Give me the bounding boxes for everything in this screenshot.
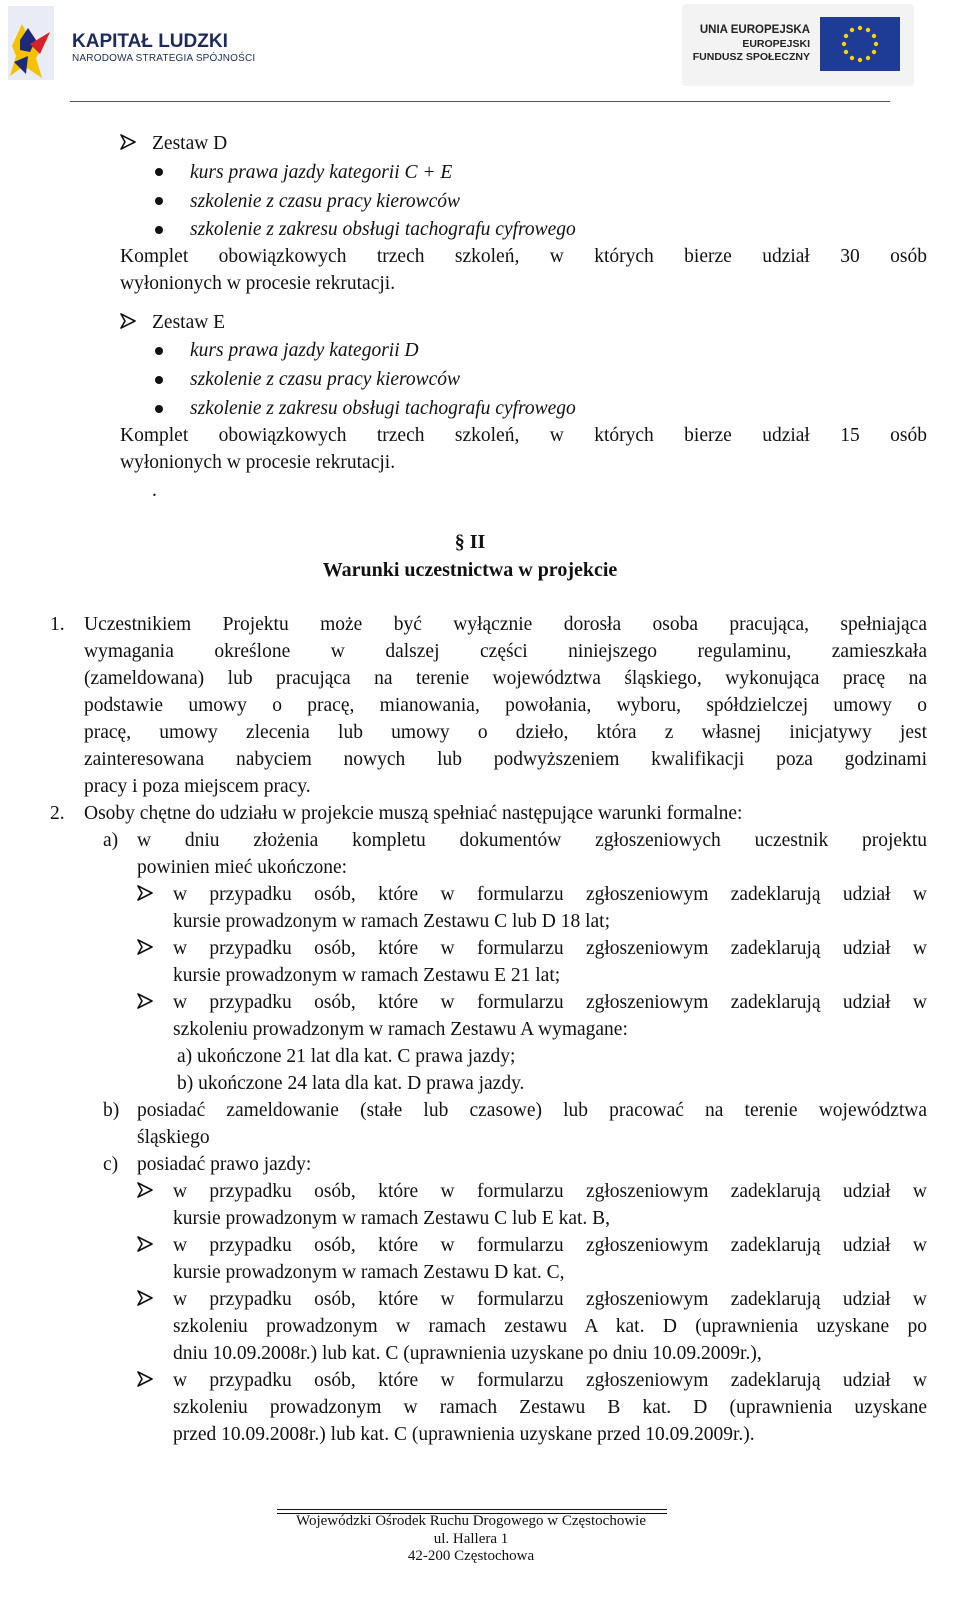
c-bullet-line: dniu 10.09.2008r.) lub kat. C (uprawnienia uzyskane po dniu 10.09.2009r.), [173,1343,762,1364]
c-bullet-line: w przypadku osób, które w formularzu zgłoszeniowym zadeklarują udział w [173,1181,927,1202]
c-bullet-line: w przypadku osób, które w formularzu zgłoszeniowym zadeklarują udział w [173,1289,927,1310]
arrow-bullet-icon [137,1182,153,1198]
zestaw-e-summary-line: Komplet obowiązkowych trzech szkoleń, w których bierze udział 15 osób [120,425,927,446]
zestaw-d-item: kurs prawa jazdy kategorii C + E [190,162,453,183]
logo-title: KAPITAŁ LUDZKI [72,31,228,52]
zestaw-d-title: Zestaw D [152,133,228,154]
logo-subtitle: NARODOWA STRATEGIA SPÓJNOŚCI [72,53,256,64]
zestaw-e-title: Zestaw E [152,312,226,333]
arrow-bullet-icon [120,313,136,329]
zestaw-e-summary-line: wyłonionych w procesie rekrutacji. [120,452,396,473]
footer-line: Wojewódzki Ośrodek Ruchu Drogowego w Częstochowie [296,1513,646,1529]
c-bullet-line: kursie prowadzonym w ramach Zestawu D kat. C, [173,1262,565,1283]
zestaw-e-item: szkolenie z zakresu obsługi tachografu cyfrowego [190,398,576,419]
a-sub-item: a) ukończone 21 lat dla kat. C prawa jazdy; [177,1046,516,1067]
point-2-a-line: powinien mieć ukończone: [137,857,348,878]
c-bullet-line: w przypadku osób, które w formularzu zgłoszeniowym zadeklarują udział w [173,1370,927,1391]
zestaw-e-item: szkolenie z czasu pracy kierowców [190,369,461,390]
point-1-line: pracę, umowy zlecenia lub umowy o dzieło, która z własnej inicjatywy jest [84,722,927,743]
point-1-line: pracy i poza miejscem pracy. [84,776,311,797]
point-1-line: Uczestnikiem Projektu może być wyłącznie dorosła osoba pracująca, spełniająca [84,614,927,635]
arrow-bullet-icon [137,1236,153,1252]
point-2-number: 2. [50,803,65,824]
point-1-line: podstawie umowy o pracę, mianowania, powołania, wyboru, spółdzielczej umowy o [84,695,927,716]
bullet-dot-icon [155,376,163,384]
bullet-dot-icon [155,347,163,355]
point-1-line: wymagania określone w dalszej części niniejszego regulaminu, zamieszkała [84,641,927,662]
section-title: Warunki uczestnictwa w projekcie [322,559,618,581]
eu-line1: UNIA EUROPEJSKA [699,24,810,36]
bullet-dot-icon [155,197,163,205]
footer-line: 42-200 Częstochowa [407,1548,535,1564]
c-bullet-line: przed 10.09.2008r.) lub kat. C (uprawnienia uzyskane przed 10.09.2009r.). [173,1424,755,1445]
zestaw-d-item: szkolenie z zakresu obsługi tachografu cyfrowego [190,219,576,240]
header-rule [70,101,890,102]
a-bullet-line: szkoleniu prowadzonym w ramach Zestawu A wymagane: [173,1019,628,1040]
c-bullet-line: kursie prowadzonym w ramach Zestawu C lub E kat. B, [173,1208,611,1229]
point-2-c-intro: posiadać prawo jazdy: [137,1154,312,1175]
a-bullet-line: w przypadku osób, które w formularzu zgłoszeniowym zadeklarują udział w [173,992,927,1013]
point-2-a-label: a) [103,830,119,851]
point-2-intro: Osoby chętne do udziału w projekcie muszą spełniać następujące warunki formalne: [84,803,743,824]
a-bullet-line: w przypadku osób, które w formularzu zgłoszeniowym zadeklarują udział w [173,884,927,905]
arrow-bullet-icon [137,1290,153,1306]
eu-line3: FUNDUSZ SPOŁECZNY [692,51,810,63]
arrow-bullet-icon [137,1371,153,1387]
arrow-bullet-icon [137,993,153,1009]
point-1-line: zainteresowana nabyciem nowych lub podwyższeniem kwalifikacji poza godzinami [84,749,927,770]
arrow-bullet-icon [120,134,136,150]
bullet-dot-icon [155,168,163,176]
arrow-bullet-icon [137,885,153,901]
header [0,0,960,100]
c-bullet-line: w przypadku osób, które w formularzu zgłoszeniowym zadeklarują udział w [173,1235,927,1256]
a-bullet-line: kursie prowadzonym w ramach Zestawu C lub D 18 lat; [173,911,611,932]
point-1-line: (zameldowana) lub pracująca na terenie województwa śląskiego, wykonująca pracę na [84,668,927,689]
eu-line2: EUROPEJSKI [742,38,810,50]
kapital-ludzki-logo [6,4,56,82]
zestaw-d-item: szkolenie z czasu pracy kierowców [190,191,461,212]
eu-flag-icon [820,17,900,71]
bullet-dot-icon [155,226,163,234]
point-1-number: 1. [50,614,65,635]
bullet-dot-icon [155,405,163,413]
footer-line: ul. Hallera 1 [433,1531,509,1547]
zestaw-d-summary-line: Komplet obowiązkowych trzech szkoleń, w których bierze udział 30 osób [120,246,927,267]
arrow-bullet-icon [137,939,153,955]
a-bullet-line: w przypadku osób, które w formularzu zgłoszeniowym zadeklarują udział w [173,938,927,959]
c-bullet-line: szkoleniu prowadzonym w ramach Zestawu B kat. D (uprawnienia uzyskane [173,1397,927,1418]
c-bullet-line: szkoleniu prowadzonym w ramach zestawu A kat. D (uprawnienia uzyskane po [173,1316,927,1337]
point-2-b-label: b) [103,1100,120,1121]
point-2-b-line: posiadać zameldowanie (stałe lub czasowe) lub pracować na terenie województwa [137,1100,927,1121]
point-2-b-line: śląskiego [137,1127,210,1148]
section-number: § II [454,531,486,553]
point-2-c-label: c) [103,1154,119,1175]
a-bullet-line: kursie prowadzonym w ramach Zestawu E 21 lat; [173,965,561,986]
zestaw-e-item: kurs prawa jazdy kategorii D [190,340,419,361]
zestaw-d-summary-line: wyłonionych w procesie rekrutacji. [120,273,396,294]
stray-dot: . [152,480,157,501]
point-2-a-line: w dniu złożenia kompletu dokumentów zgłoszeniowych uczestnik projektu [137,830,927,851]
a-sub-item: b) ukończone 24 lata dla kat. D prawa jazdy. [177,1073,525,1094]
